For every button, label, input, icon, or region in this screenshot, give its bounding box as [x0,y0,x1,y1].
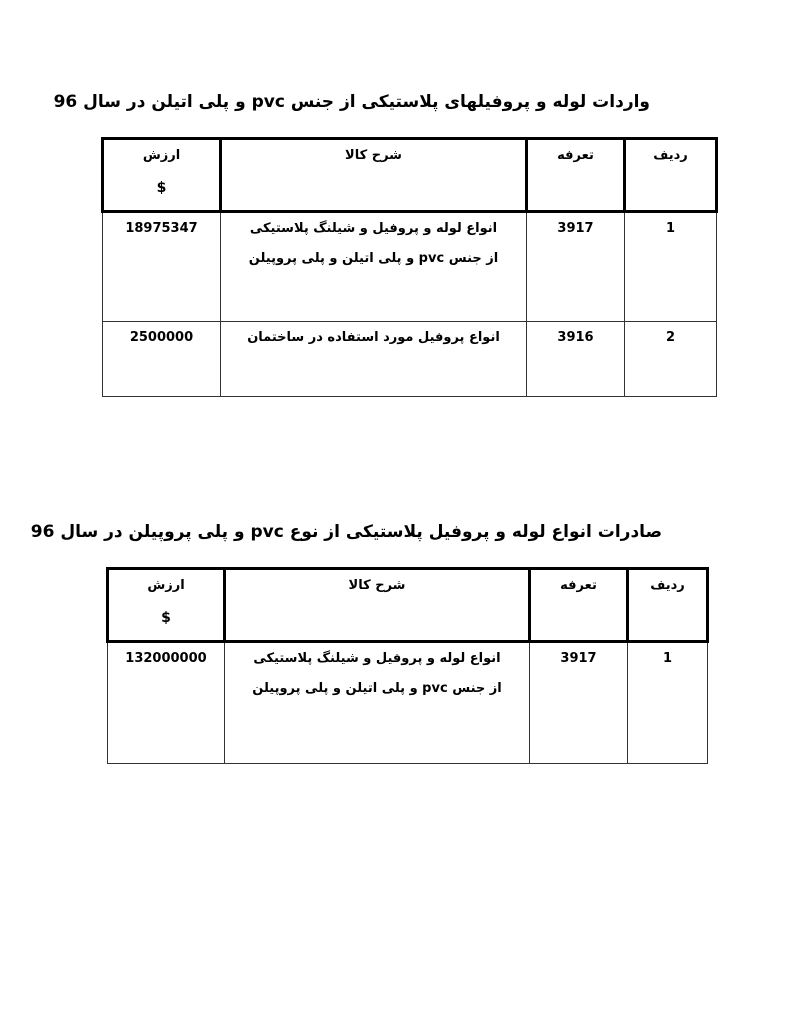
header-row-number-label: ردیف [653,148,688,163]
header-row-number-label: ردیف [650,578,685,593]
value-amount: 18975347 [125,221,198,236]
cell-row-number [628,642,708,764]
row-number: 1 [665,221,676,236]
cell-value [103,212,221,322]
header-tariff [530,569,628,642]
header-description [225,569,530,642]
tariff-code: 3917 [560,651,597,666]
cell-description [225,642,530,764]
cell-value [108,642,225,764]
currency-symbol: $ [156,180,167,196]
header-row-number [625,139,717,212]
header-tariff-label: تعرفه [560,578,597,593]
table-row [103,212,717,322]
cell-description [221,212,527,322]
table-header-row [103,139,717,212]
row-number: 1 [662,651,673,666]
header-description [221,139,527,212]
row-number: 2 [665,330,676,345]
description-line: انواع لوله و پروفیل و شیلنگ پلاستیکی [249,221,498,236]
exports-title: صادرات انواع لوله و پروفیل پلاستیکی از نوع pvc و پلی پروپیلن در سال 96 [30,522,662,542]
currency-symbol: $ [161,610,171,626]
cell-description [221,322,527,397]
cell-row-number [625,322,717,397]
description-line: از جنس pvc و پلی اتیلن و پلی پروپیلن [248,251,499,266]
header-value [103,139,221,212]
header-value-label: ارزش [142,148,181,163]
description-line: از جنس pvc و پلی اتیلن و پلی پروپیلن [252,681,502,696]
header-tariff [527,139,625,212]
imports-title: واردات لوله و پروفیلهای پلاستیکی از جنس pvc و پلی اتیلن در سال 96 [53,92,650,112]
header-description-label: شرح کالا [348,578,406,593]
header-description-label: شرح کالا [345,148,402,163]
cell-tariff [527,322,625,397]
table-row [103,322,717,397]
description-line: انواع پروفیل مورد استفاده در ساختمان [247,330,500,345]
value-amount: 132000000 [125,651,207,666]
cell-value [103,322,221,397]
table-row [108,642,708,764]
exports-table [106,567,709,764]
description-line: انواع لوله و پروفیل و شیلنگ پلاستیکی [253,651,501,666]
value-amount: 2500000 [129,330,194,345]
header-value [108,569,225,642]
imports-table [101,137,718,397]
table-header-row [108,569,708,642]
cell-row-number [625,212,717,322]
cell-tariff [527,212,625,322]
header-row-number [628,569,708,642]
header-tariff-label: تعرفه [557,148,594,163]
cell-tariff [530,642,628,764]
tariff-code: 3917 [557,221,594,236]
header-value-label: ارزش [147,578,185,593]
tariff-code: 3916 [557,330,594,345]
